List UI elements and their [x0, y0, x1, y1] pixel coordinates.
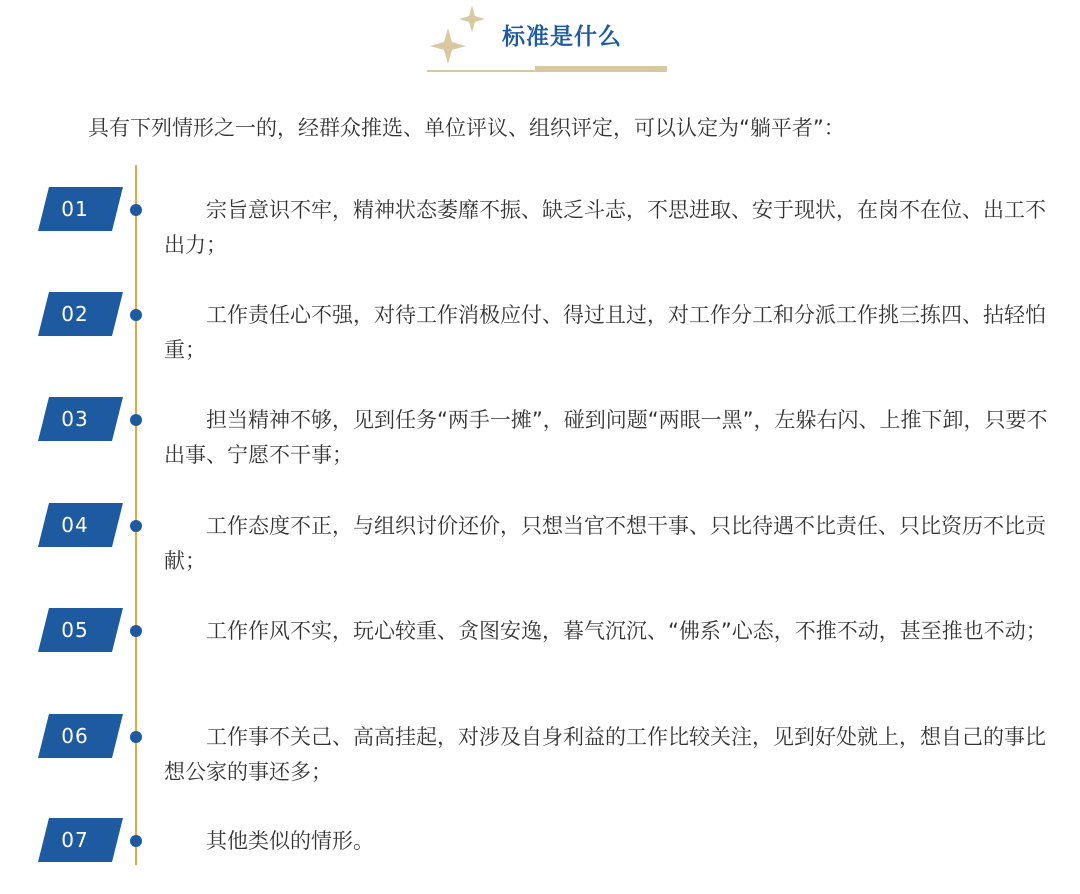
item-number: 02 [61, 302, 89, 326]
item-text: 工作事不关己、高高挂起，对涉及自身利益的工作比较关注，见到好处就上，想自己的事比想公家的事还多； [164, 725, 1046, 784]
item-number: 04 [61, 513, 89, 537]
timeline-dot [130, 731, 142, 743]
item-number: 07 [61, 828, 89, 852]
sparkle-icon [422, 2, 492, 70]
timeline-dot [130, 309, 142, 321]
timeline-dot [130, 204, 142, 216]
timeline-dot [130, 520, 142, 532]
section-header [0, 0, 1080, 80]
item-number: 01 [61, 197, 89, 221]
item-number: 05 [61, 618, 89, 642]
timeline-line [135, 165, 137, 865]
item-text: 担当精神不够，见到任务“两手一摊”，碰到问题“两眼一黑”，左躲右闪、上推下卸，只要不出事、宁愿不干事； [164, 408, 1048, 467]
item-text: 其他类似的情形。 [206, 829, 374, 853]
intro-text: 具有下列情形之一的，经群众推选、单位评议、组织评定，可以认定为“躺平者”： [88, 116, 845, 140]
timeline-dot [130, 835, 142, 847]
item-text: 工作作风不实，玩心较重、贪图安逸，暮气沉沉、“佛系”心态，不推不动，甚至推也不动； [206, 619, 1047, 643]
item-number: 03 [61, 407, 89, 431]
page-title: 标准是什么 [502, 24, 622, 50]
item-number: 06 [61, 724, 89, 748]
item-text: 工作责任心不强，对待工作消极应付、得过且过，对工作分工和分派工作挑三拣四、拈轻怕重； [164, 303, 1046, 362]
item-text: 工作态度不正，与组织讨价还价，只想当官不想干事、只比待遇不比责任、只比资历不比贡献； [164, 514, 1046, 573]
item-text: 宗旨意识不牢，精神状态萎靡不振、缺乏斗志，不思进取、安于现状，在岗不在位、出工不出力； [164, 198, 1046, 257]
title-underline [427, 66, 667, 73]
timeline-dot [130, 625, 142, 637]
timeline-dot [130, 414, 142, 426]
